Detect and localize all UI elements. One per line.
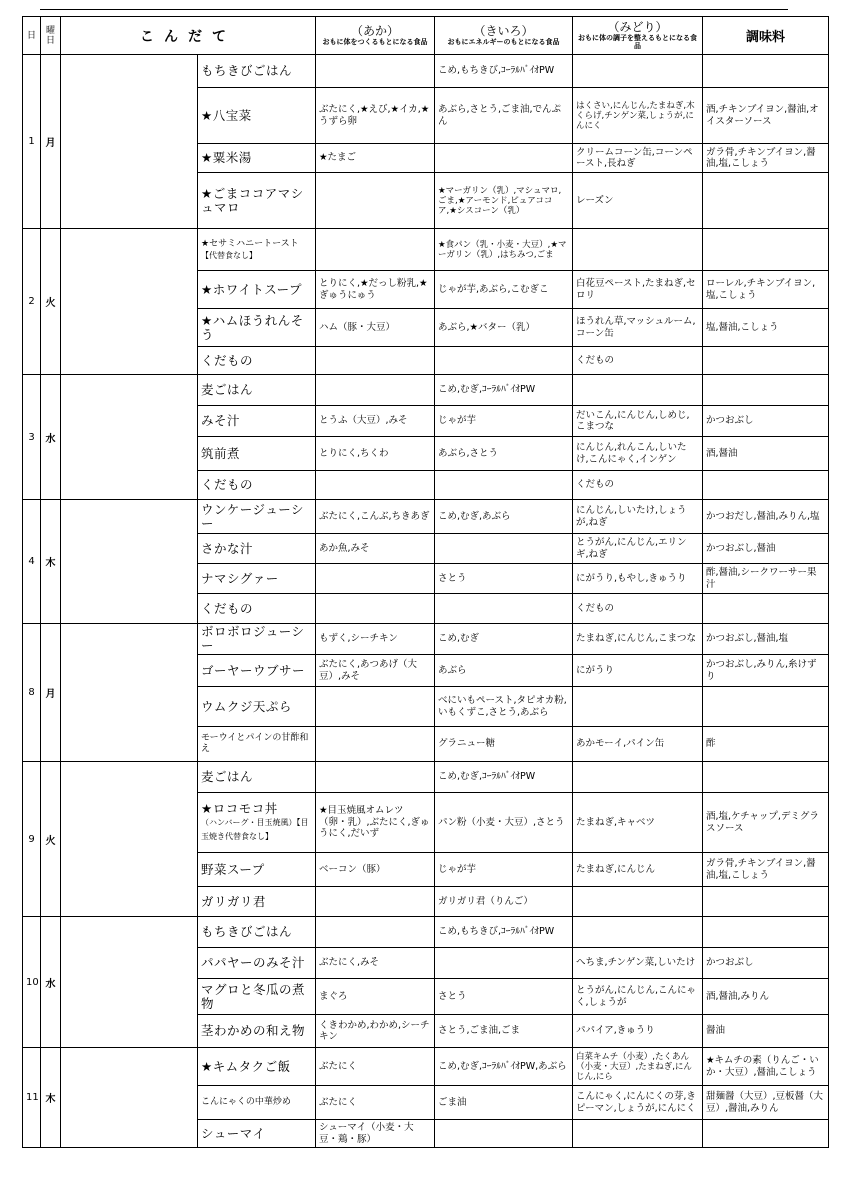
- seasoning: かつおぶし,醤油,塩: [703, 624, 829, 655]
- header-yellow-label: （きいろ）: [473, 24, 534, 38]
- yellow-foods: あぶら,さとう: [435, 437, 573, 471]
- green-foods: [573, 1120, 703, 1148]
- red-foods: くきわかめ,わかめ,シーチキン: [316, 1015, 435, 1048]
- green-foods: [573, 229, 703, 271]
- dish-label: こんにゃくの中華炒め: [201, 1097, 291, 1107]
- dish-name: [198, 534, 316, 564]
- header-date: 日: [23, 17, 41, 55]
- dish-label: ウンケージューシー: [201, 501, 305, 531]
- dish-label: モーウイとパインの甘酢和え: [201, 733, 309, 754]
- yellow-foods: [435, 347, 573, 375]
- dish-label: ナマシグァー: [201, 570, 279, 586]
- header-green-desc: おもに体の調子を整えるもとになる食品: [578, 34, 697, 50]
- seasoning: [703, 1120, 829, 1148]
- header-seasoning: 調味料: [703, 17, 829, 55]
- dish-label: 麦ごはん: [201, 769, 254, 784]
- dish-name: [198, 594, 316, 624]
- seasoning: ガラ骨,チキンブイヨン,醤油,塩,こしょう: [703, 853, 829, 887]
- green-foods: たまねぎ,にんじん: [573, 853, 703, 887]
- red-foods: とうふ（大豆）,みそ: [316, 406, 435, 437]
- header-weekday: 曜日: [41, 17, 61, 55]
- table-row: [23, 375, 829, 406]
- green-foods: [573, 762, 703, 793]
- day-weekday: 水: [41, 917, 61, 1048]
- red-foods: ベーコン（豚）: [316, 853, 435, 887]
- yellow-foods: ★マーガリン（乳）,マシュマロ,ごま,★アーモンド,ピュアココア,★シスコーン（乳）: [435, 173, 573, 229]
- seasoning: ローレル,チキンブイヨン,塩,こしょう: [703, 271, 829, 309]
- red-foods: もずく,シーチキン: [316, 624, 435, 655]
- red-foods: [316, 917, 435, 948]
- green-foods: こんにゃく,にんにくの芽,きピーマン,しょうが,にんにく: [573, 1086, 703, 1120]
- dish-name: [198, 88, 316, 144]
- yellow-foods: こめ,むぎ,ｺｰﾗﾙﾊﾞｲｵPW,あぶら: [435, 1048, 573, 1086]
- seasoning: 塩,醤油,こしょう: [703, 309, 829, 347]
- dish-label: もちきびごはん: [201, 63, 293, 78]
- yellow-foods: じゃが芋: [435, 406, 573, 437]
- yellow-foods: ★食パン（乳・小麦・大豆）,★マーガリン（乳）,はちみつ,ごま: [435, 229, 573, 271]
- yellow-foods: べにいもペースト,タピオカ粉,いもくずこ,さとう,あぶら: [435, 687, 573, 727]
- red-foods: ハム（豚・大豆）: [316, 309, 435, 347]
- seasoning: [703, 347, 829, 375]
- green-foods: へちま,チンゲン菜,しいたけ: [573, 948, 703, 979]
- dish-label: さかな汁: [201, 540, 254, 556]
- day-date: 8: [23, 624, 41, 762]
- yellow-foods: あぶら: [435, 655, 573, 687]
- yellow-foods: [435, 534, 573, 564]
- seasoning: [703, 229, 829, 271]
- dish-name: [198, 793, 316, 853]
- day-date: 3: [23, 375, 41, 500]
- dish-label: ★八宝菜: [201, 107, 252, 123]
- green-foods: だいこん,にんじん,しめじ,こまつな: [573, 406, 703, 437]
- dish-label: ★ごまココアマシュマロ: [201, 185, 304, 215]
- dish-name: [198, 1048, 316, 1086]
- red-foods: [316, 727, 435, 762]
- dish-name: [198, 347, 316, 375]
- red-foods: とりにく,ちくわ: [316, 437, 435, 471]
- header-green: [573, 17, 703, 55]
- day-date: 9: [23, 762, 41, 917]
- yellow-foods: ガリガリ君（りんご）: [435, 887, 573, 917]
- seasoning: 酢: [703, 727, 829, 762]
- dish-name: [198, 144, 316, 173]
- seasoning: [703, 762, 829, 793]
- seasoning: かつおぶし: [703, 948, 829, 979]
- yellow-foods: あぶら,★バター（乳）: [435, 309, 573, 347]
- yellow-foods: グラニュー糖: [435, 727, 573, 762]
- seasoning: ガラ骨,チキンブイヨン,醤油,塩,こしょう: [703, 144, 829, 173]
- dish-name: [198, 853, 316, 887]
- yellow-foods: [435, 144, 573, 173]
- dish-label: 筑前煮: [201, 445, 241, 461]
- red-foods: [316, 564, 435, 594]
- yellow-foods: [435, 1120, 573, 1148]
- day-weekday: 火: [41, 229, 61, 375]
- dish-name: [198, 979, 316, 1015]
- red-foods: [316, 471, 435, 500]
- dish-name: [198, 687, 316, 727]
- seasoning: [703, 687, 829, 727]
- meal-illustration: 果物 牛乳: [61, 500, 198, 624]
- table-row: [23, 1048, 829, 1086]
- dish-label: ガリガリ君: [201, 893, 266, 909]
- red-foods: ぶたにく: [316, 1086, 435, 1120]
- dish-name: [198, 375, 316, 406]
- seasoning: [703, 917, 829, 948]
- table-row: [23, 917, 829, 948]
- green-foods: [573, 887, 703, 917]
- day-weekday: 水: [41, 375, 61, 500]
- green-foods: クリームコーン缶,コーンペースト,長ねぎ: [573, 144, 703, 173]
- dish-label: シューマイ: [201, 1125, 266, 1141]
- seasoning: ★キムチの素（りんご・いか・大豆）,醤油,こしょう: [703, 1048, 829, 1086]
- day-date: 4: [23, 500, 41, 624]
- dish-name: [198, 55, 316, 88]
- dish-label: パパヤーのみそ汁: [201, 955, 306, 970]
- dish-label: ウムクジ天ぷら: [201, 698, 292, 714]
- table-row: [23, 500, 829, 534]
- green-foods: くだもの: [573, 471, 703, 500]
- red-foods: [316, 55, 435, 88]
- header-red: [316, 17, 435, 55]
- meal-illustration: 牛乳: [61, 762, 198, 917]
- seasoning: [703, 375, 829, 406]
- red-foods: ぶたにく,こんぶ,ちきあぎ: [316, 500, 435, 534]
- dish-note: 【代替食なし】: [201, 250, 257, 260]
- red-foods: [316, 173, 435, 229]
- red-foods: [316, 347, 435, 375]
- red-foods: とりにく,★だっし粉乳,★ぎゅうにゅう: [316, 271, 435, 309]
- meal-illustration: 果物 牛乳: [61, 375, 198, 500]
- seasoning: 酢,醤油,シークワーサー果汁: [703, 564, 829, 594]
- red-foods: ★たまご: [316, 144, 435, 173]
- header-row: [23, 17, 829, 55]
- dish-name: [198, 564, 316, 594]
- green-foods: くだもの: [573, 594, 703, 624]
- green-foods: [573, 917, 703, 948]
- seasoning: [703, 471, 829, 500]
- green-foods: レーズン: [573, 173, 703, 229]
- dish-name: [198, 887, 316, 917]
- day-weekday: 木: [41, 1048, 61, 1148]
- green-foods: とうがん,にんじん,エリンギ,ねぎ: [573, 534, 703, 564]
- table-row: [23, 55, 829, 88]
- red-foods: [316, 375, 435, 406]
- dish-label: くだもの: [201, 477, 254, 492]
- dish-name: [198, 437, 316, 471]
- green-foods: とうがん,にんじん,こんにゃく,しょうが: [573, 979, 703, 1015]
- red-foods: ★目玉焼風オムレツ（卵・乳）,ぶたにく,ぎゅうにく,だいず: [316, 793, 435, 853]
- dish-name: [198, 173, 316, 229]
- yellow-foods: こめ,むぎ: [435, 624, 573, 655]
- green-foods: [573, 55, 703, 88]
- day-date: 10: [23, 917, 41, 1048]
- yellow-foods: さとう: [435, 564, 573, 594]
- dish-label: くだもの: [201, 600, 254, 616]
- meal-illustration: 牛乳: [61, 624, 198, 762]
- day-date: 11: [23, 1048, 41, 1148]
- day-weekday: 月: [41, 55, 61, 229]
- green-foods: にんじん,れんこん,しいたけ,こんにゃく,インゲン: [573, 437, 703, 471]
- seasoning: かつおぶし: [703, 406, 829, 437]
- dish-label: ★ロコモコ丼: [201, 800, 278, 816]
- green-foods: にがうり,もやし,きゅうり: [573, 564, 703, 594]
- meal-illustration: 果物 牛乳: [61, 229, 198, 375]
- red-foods: [316, 762, 435, 793]
- dish-label: くだもの: [201, 352, 254, 368]
- seasoning: 醤油: [703, 1015, 829, 1048]
- dish-name: [198, 1015, 316, 1048]
- yellow-foods: あぶら,さとう,ごま油,でんぷん: [435, 88, 573, 144]
- seasoning: 酒,醤油,みりん: [703, 979, 829, 1015]
- dish-label: ★ハムほうれんそう: [201, 312, 304, 342]
- seasoning: 酒,醤油: [703, 437, 829, 471]
- dish-name: [198, 271, 316, 309]
- seasoning: [703, 173, 829, 229]
- dish-name: [198, 471, 316, 500]
- green-foods: [573, 375, 703, 406]
- dish-label: もちきびごはん: [201, 924, 293, 939]
- dish-label: ★キムタクご飯: [201, 1058, 291, 1074]
- seasoning: [703, 594, 829, 624]
- table-row: [23, 762, 829, 793]
- red-foods: ぶたにく,あつあげ（大豆）,みそ: [316, 655, 435, 687]
- header-yellow-desc: おもにエネルギーのもとになる食品: [447, 38, 560, 46]
- green-foods: ほうれん草,マッシュルーム,コーン缶: [573, 309, 703, 347]
- header-yellow: [435, 17, 573, 55]
- dish-label: 茎わかめの和え物: [201, 1023, 306, 1038]
- yellow-foods: パン粉（小麦・大豆）,さとう: [435, 793, 573, 853]
- dish-label: マグロと冬瓜の煮物: [201, 981, 306, 1011]
- yellow-foods: [435, 594, 573, 624]
- dish-name: [198, 1086, 316, 1120]
- red-foods: [316, 229, 435, 271]
- day-weekday: 木: [41, 500, 61, 624]
- green-foods: にがうり: [573, 655, 703, 687]
- red-foods: ぶたにく,★えび,★イカ,★うずら卵: [316, 88, 435, 144]
- seasoning: 甜麺醤（大豆）,豆板醤（大豆）,醤油,みりん: [703, 1086, 829, 1120]
- seasoning: [703, 887, 829, 917]
- dish-name: [198, 917, 316, 948]
- red-foods: シューマイ（小麦・大豆・鶏・豚）: [316, 1120, 435, 1148]
- green-foods: 白花豆ペースト,たまねぎ,セロリ: [573, 271, 703, 309]
- yellow-foods: こめ,もちきび,ｺｰﾗﾙﾊﾞｲｵPW: [435, 917, 573, 948]
- green-foods: 白菜キムチ（小麦）,たくあん（小麦・大豆）,たまねぎ,にんじん,にら: [573, 1048, 703, 1086]
- dish-name: [198, 309, 316, 347]
- dish-name: [198, 948, 316, 979]
- meal-illustration: 牛乳: [61, 917, 198, 1048]
- yellow-foods: こめ,もちきび,ｺｰﾗﾙﾊﾞｲｵPW: [435, 55, 573, 88]
- green-foods: はくさい,にんじん,たまねぎ,木くらげ,チンゲン菜,しょうが,にんにく: [573, 88, 703, 144]
- yellow-foods: [435, 471, 573, 500]
- seasoning: かつおぶし,醤油: [703, 534, 829, 564]
- yellow-foods: こめ,むぎ,ｺｰﾗﾙﾊﾞｲｵPW: [435, 375, 573, 406]
- meal-illustration: 牛乳: [61, 55, 198, 229]
- seasoning: 酒,チキンブイヨン,醤油,オイスターソース: [703, 88, 829, 144]
- dish-label: ボロボロジューシー: [201, 624, 305, 653]
- dish-name: [198, 624, 316, 655]
- top-rule: [40, 9, 788, 10]
- header-red-desc: おもに体をつくるもとになる食品: [322, 38, 428, 46]
- red-foods: ぶたにく,みそ: [316, 948, 435, 979]
- yellow-foods: こめ,むぎ,ｺｰﾗﾙﾊﾞｲｵPW: [435, 762, 573, 793]
- green-foods: たまねぎ,にんじん,こまつな: [573, 624, 703, 655]
- dish-label: ★ホワイトスープ: [201, 281, 302, 297]
- dish-note: （ハンバーグ・目玉焼風）【目玉焼き代替食なし】: [201, 817, 309, 841]
- dish-label: 野菜スープ: [201, 861, 265, 877]
- red-foods: [316, 687, 435, 727]
- day-weekday: 火: [41, 762, 61, 917]
- red-foods: あか魚,みそ: [316, 534, 435, 564]
- dish-name: [198, 1120, 316, 1148]
- menu-table: [22, 16, 829, 1148]
- dish-label: みそ汁: [201, 413, 241, 428]
- seasoning: かつおぶし,みりん,糸けずり: [703, 655, 829, 687]
- header-green-label: （みどり）: [607, 20, 668, 34]
- seasoning: 酒,塩,ケチャップ,デミグラスソース: [703, 793, 829, 853]
- seasoning: かつおだし,醤油,みりん,塩: [703, 500, 829, 534]
- green-foods: にんじん,しいたけ,しょうが,ねぎ: [573, 500, 703, 534]
- red-foods: まぐろ: [316, 979, 435, 1015]
- yellow-foods: じゃが芋: [435, 853, 573, 887]
- dish-name: [198, 500, 316, 534]
- header-menu: こんだて: [61, 17, 316, 55]
- dish-name: [198, 229, 316, 271]
- meal-illustration: 牛乳: [61, 1048, 198, 1148]
- yellow-foods: じゃが芋,あぶら,こむぎこ: [435, 271, 573, 309]
- green-foods: あかモーイ,パイン缶: [573, 727, 703, 762]
- red-foods: ぶたにく: [316, 1048, 435, 1086]
- green-foods: くだもの: [573, 347, 703, 375]
- seasoning: [703, 55, 829, 88]
- yellow-foods: こめ,むぎ,あぶら: [435, 500, 573, 534]
- red-foods: [316, 887, 435, 917]
- dish-label: 麦ごはん: [201, 382, 254, 397]
- table-row: [23, 624, 829, 655]
- green-foods: パパイア,きゅうり: [573, 1015, 703, 1048]
- yellow-foods: [435, 948, 573, 979]
- green-foods: [573, 687, 703, 727]
- day-date: 1: [23, 55, 41, 229]
- day-date: 2: [23, 229, 41, 375]
- dish-label: ★セサミハニートースト: [201, 238, 299, 249]
- yellow-foods: さとう,ごま油,ごま: [435, 1015, 573, 1048]
- red-foods: [316, 594, 435, 624]
- yellow-foods: さとう: [435, 979, 573, 1015]
- dish-name: [198, 727, 316, 762]
- header-red-label: （あか）: [350, 24, 399, 38]
- dish-name: [198, 406, 316, 437]
- dish-label: ゴーヤーウブサー: [201, 662, 306, 678]
- day-weekday: 月: [41, 624, 61, 762]
- dish-name: [198, 655, 316, 687]
- green-foods: たまねぎ,キャベツ: [573, 793, 703, 853]
- dish-label: ★粟米湯: [201, 150, 252, 165]
- dish-name: [198, 762, 316, 793]
- table-row: [23, 229, 829, 271]
- yellow-foods: ごま油: [435, 1086, 573, 1120]
